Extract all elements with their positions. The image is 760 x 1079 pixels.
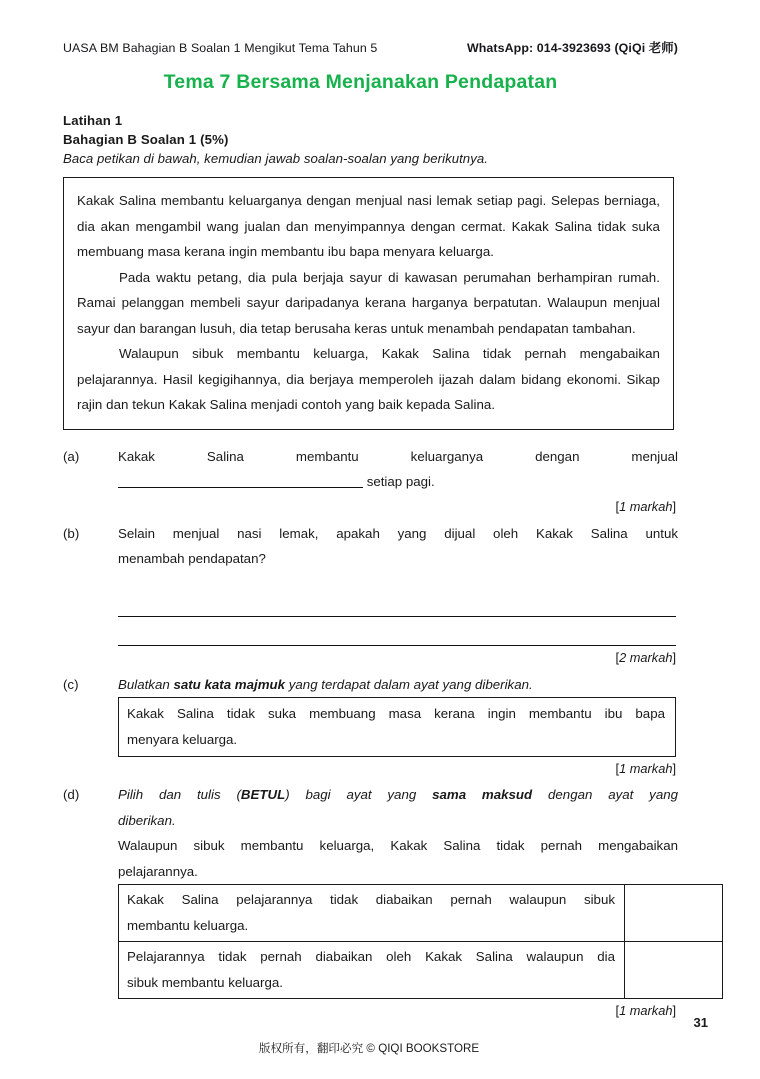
- instruction-text: Baca petikan di bawah, kemudian jawab soalan-soalan yang berikutnya.: [63, 151, 488, 166]
- question-d-given-line1: Walaupun sibuk membantu keluarga, Kakak Salina tidak pernah mengabaikan: [118, 838, 678, 853]
- question-d-given-line2: pelajarannya.: [118, 863, 198, 879]
- section-label: Bahagian B Soalan 1 (5%): [63, 132, 229, 147]
- question-d-prompt-emphasis2: sama maksud: [432, 787, 533, 802]
- question-d-marks: [63, 1001, 678, 1021]
- marks-value: 1 markah: [619, 761, 673, 776]
- question-c-sentence-line2: menyara keluarga.: [127, 731, 238, 747]
- question-d-option-2-line2: sibuk membantu keluarga.: [127, 974, 283, 990]
- question-a-blank[interactable]: [118, 472, 363, 488]
- bracket-open: [: [615, 498, 620, 514]
- header-contact: [467, 38, 678, 56]
- passage-box: [63, 177, 674, 430]
- question-b: [63, 521, 678, 572]
- question-d: [63, 782, 678, 833]
- question-c-prompt-emphasis: satu kata majmuk: [173, 676, 286, 692]
- whatsapp-label: WhatsApp:: [466, 41, 534, 55]
- question-d-prompt-part2: ) bagi ayat yang: [285, 787, 433, 802]
- whatsapp-number: 014-3923693 (QiQi 老师): [533, 41, 678, 55]
- question-d-given-sentence: [118, 833, 678, 884]
- question-d-prompt-part1: Pilih dan tulis (: [118, 787, 241, 802]
- question-c-marks: [63, 759, 678, 779]
- question-d-option-1-text: [119, 885, 625, 942]
- question-b-label: (b): [63, 525, 80, 541]
- question-d-label: (d): [63, 787, 80, 802]
- question-a-text: Kakak Salina membantu keluarganya dengan menjual: [118, 448, 678, 464]
- bracket-close: ]: [672, 761, 676, 776]
- question-c-label: (c): [63, 676, 79, 692]
- question-b-answer-line-1[interactable]: [118, 588, 676, 617]
- table-row: [119, 942, 723, 999]
- question-d-option-2-line1: Pelajarannya tidak pernah diabaikan oleh Kakak Salina walaupun dia: [127, 949, 615, 964]
- question-b-marks: [63, 648, 678, 668]
- question-a-answer-row: [118, 469, 678, 495]
- question-d-option-1-line1: Kakak Salina pelajarannya tidak diabaikan pernah walaupun sibuk: [127, 892, 615, 907]
- question-d-prompt: [118, 782, 678, 833]
- bracket-open: [: [615, 649, 620, 665]
- page-number: 31: [693, 1015, 708, 1030]
- question-c-sentence-line1: Kakak Salina tidak suka membuang masa kerana ingin membantu ibu bapa: [127, 706, 665, 721]
- question-d-option-2-answer-cell[interactable]: [625, 942, 723, 999]
- question-c-prompt-part2: yang terdapat dalam ayat yang diberikan.: [285, 676, 533, 692]
- intro-block: [63, 111, 678, 168]
- question-a-body: [118, 444, 678, 495]
- table-row: [119, 885, 723, 942]
- bracket-close: ]: [672, 1003, 676, 1018]
- question-a-trailing-text: setiap pagi.: [363, 474, 435, 489]
- bracket-close: ]: [672, 498, 676, 514]
- bracket-close: ]: [672, 649, 676, 665]
- question-b-answer-line-2[interactable]: [118, 617, 676, 646]
- question-a-marks: [63, 497, 678, 517]
- exercise-label: Latihan 1: [63, 113, 123, 128]
- marks-value: 1 markah: [619, 1003, 673, 1018]
- question-d-option-1-line2: membantu keluarga.: [127, 917, 249, 933]
- page-title: Tema 7 Bersama Menjanakan Pendapatan: [163, 71, 558, 93]
- question-b-body: [118, 521, 678, 572]
- page-header: [63, 38, 678, 58]
- question-d-prompt-emphasis1: BETUL: [240, 787, 286, 802]
- question-d-prompt-line2: diberikan.: [118, 812, 176, 828]
- question-b-answer-area: [63, 588, 678, 646]
- marks-value: 2 markah: [619, 649, 673, 665]
- marks-value: 1 markah: [619, 498, 673, 514]
- passage-paragraph-2: Pada waktu petang, dia pula berjaja sayur di kawasan perumahan berhampiran rumah. Ramai pelanggan membeli sayur daripadanya kerana harganya berpatutan. Walaupun menjual sayur dan barangan lusuh, dia tetap berusaha keras untuk menambah pendapatan tambahan.: [77, 269, 660, 336]
- bracket-open: [: [615, 761, 620, 776]
- header-subject-line: UASA BM Bahagian B Soalan 1 Mengikut Tema Tahun 5: [63, 41, 378, 55]
- question-d-prompt-part3: dengan ayat yang: [532, 787, 679, 802]
- bracket-open: [: [615, 1003, 620, 1018]
- question-d-prompt-line1: [118, 782, 678, 808]
- question-c-prompt: [118, 672, 678, 698]
- passage-paragraph-1: Kakak Salina membantu keluarganya dengan menjual nasi lemak setiap pagi. Selepas berniaga, dia akan mengambil wang jualan dan menyimpannya dengan cermat. Kakak Salina tidak suka membuang masa kerana ingin membantu ibu bapa menyara keluarga.: [77, 193, 660, 259]
- question-b-text-line2: menambah pendapatan?: [118, 551, 266, 566]
- passage-paragraph-3: Walaupun sibuk membantu keluarga, Kakak Salina tidak pernah mengabaikan pelajarannya. Hasil kegigihannya, dia berjaya memperoleh ijazah dalam bidang ekonomi. Sikap rajin dan tekun Kakak Salina menjadi contoh yang baik kepada Salina.: [77, 346, 660, 412]
- question-d-option-2-text: [119, 942, 625, 999]
- question-d-option-1-answer-cell[interactable]: [625, 885, 723, 942]
- question-b-text-line1: Selain menjual nasi lemak, apakah yang dijual oleh Kakak Salina untuk: [118, 525, 678, 541]
- question-c-sentence-box[interactable]: [118, 697, 676, 757]
- question-d-options-table: [118, 884, 723, 999]
- question-c-prompt-part1: Bulatkan: [118, 676, 174, 692]
- question-a: [63, 444, 678, 495]
- footer-copyright: 版权所有，翻印必究 © QIQI BOOKSTORE: [258, 1042, 480, 1055]
- question-a-label: (a): [63, 448, 80, 464]
- question-c: [63, 672, 678, 698]
